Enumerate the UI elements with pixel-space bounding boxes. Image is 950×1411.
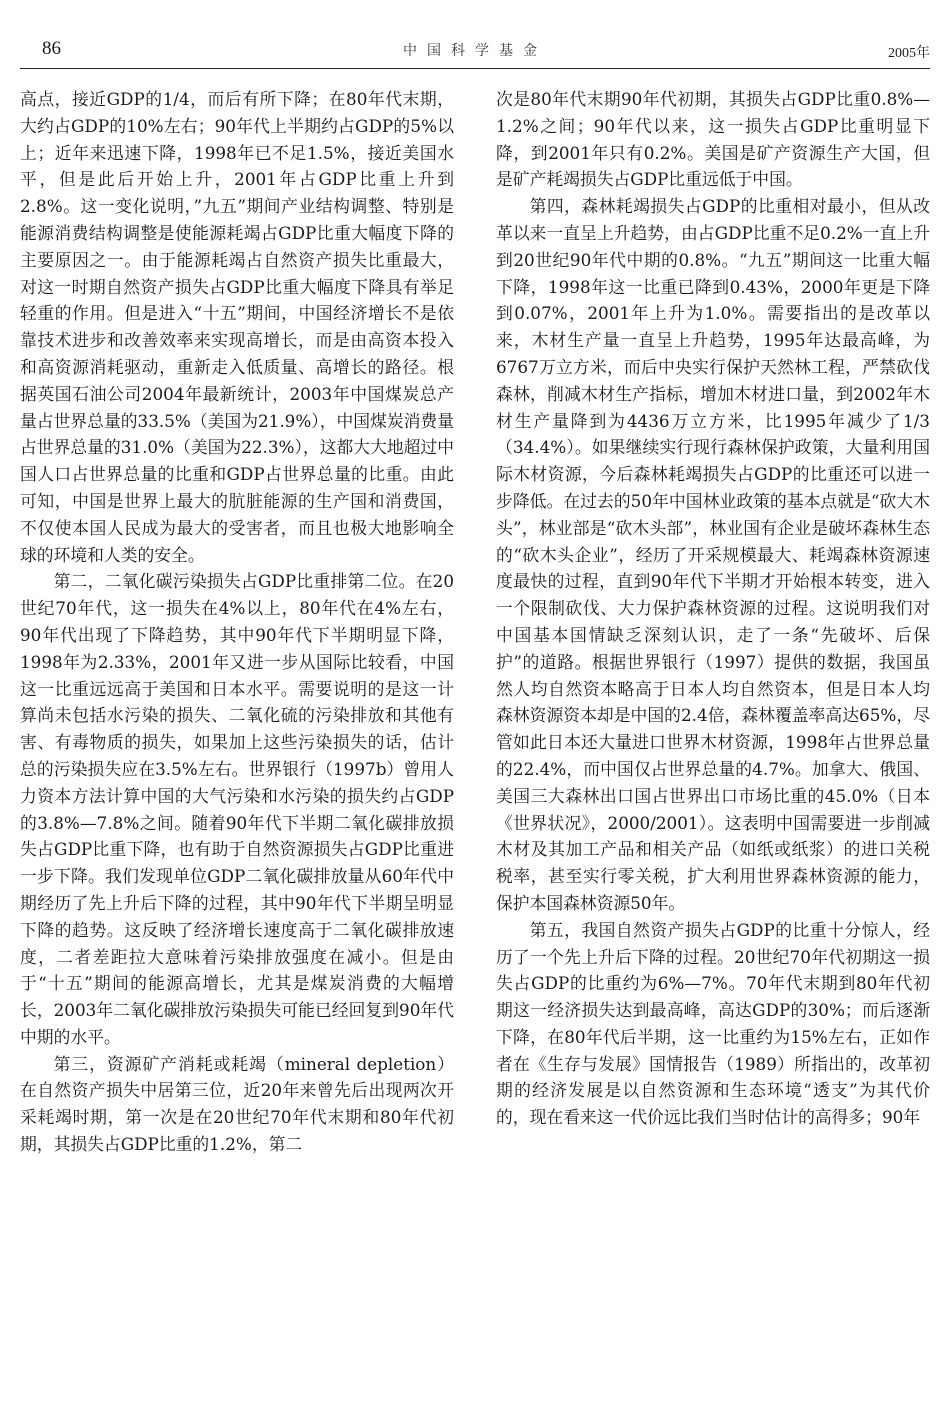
paragraph: 第五，我国自然资产损失占GDP的比重十分惊人，经历了一个先上升后下降的过程。20世纪70年代初期这一损失占GDP的比重约为6%—7%。70年代末期到80年代初期这一经济损失达到最高峰，高达GDP的30%；而后逐渐下降，在80年代后半期，这一比重约为15%左右，正如作者在《生存与发展》国情报告（1989）所指出的，改革初期的经济发展是以自然资源和生态环境“透支”为其代价的，现在看来这一代价远比我们当时估计的高得多；90年	[496, 919, 930, 1128]
paragraph: 第二，二氧化碳污染损失占GDP比重排第二位。在20世纪70年代，这一损失在4%以上，80年代在4%左右，90年代出现了下降趋势，其中90年代下半期明显下降，1998年为2.33%，2001年又进一步从国际比较看，中国这一比重远远高于美国和日本水平。需要说明的是这一计算尚未包括水污染的损失、二氧化硫的污染排放和其他有害、有毒物质的损失，如果加上这些污染损失的话，估计总的污染损失应在3.5%左右。世界银行（1997b）曾用人力资本方法计算中国的大气污染和水污染的损失约占GDP的3.8%—7.8%之间。随着90年代下半期二氧化碳排放损失占GDP比重下降，也有助于自然资源损失占GDP比重进一步下降。我们发现单位GDP二氧化碳排放量从60年代中期经历了先上升后下降的过程，其中90年代下半期呈明显下降的趋势。这反映了经济增长速度高于二氧化碳排放速度，二者差距拉大意味着污染排放强度在减小。但是由于“十五”期间的能源高增长，尤其是煤炭消费的大幅增长，2003年二氧化碳排放污染损失可能已经回复到90年代中期的水平。	[20, 571, 454, 1047]
paragraph: 高点，接近GDP的1/4，而后有所下降；在80年代末期，大约占GDP的10%左右；90年代上半期约占GDP的5%以上；近年来迅速下降，1998年已不足1.5%，接近美国水平，但是此后开始上升，2001年占GDP比重上升到2.8%。这一变化说明，”九五”期间产业结构调整、特别是能源消费结构调整是使能源耗竭占GDP比重大幅度下降的主要原因之一。由于能源耗竭占自然资产损失比重最大，对这一时期自然资产损失占GDP比重大幅度下降具有举足轻重的作用。但是进入“十五”期间，中国经济增长不是依靠技术进步和改善效率来实现高增长，而是由高资本投入和高资源消耗驱动，重新走入低质量、高增长的路径。根据英国石油公司2004年最新统计，2003年中国煤炭总产量占世界总量的33.5%（美国为21.9%），中国煤炭消费量占世界总量的31.0%（美国为22.3%），这都大大地超过中国人口占世界总量的比重和GDP占世界总量的比重。由此可知，中国是世界上最大的肮脏能源的生产国和消费国，不仅使本国人民成为最大的受害者，而且也极大地影响全球的环境和人类的安全。	[20, 89, 454, 565]
journal-title: 中国科学基金	[403, 43, 547, 59]
publication-year: 2005年	[888, 46, 930, 61]
left-column	[20, 86, 454, 1158]
paragraph: 次是80年代末期90年代初期，其损失占GDP比重0.8%—1.2%之间；90年代以来，这一损失占GDP比重明显下降，到2001年只有0.2%。美国是矿产资源生产大国，但是矿产耗竭损失占GDP比重远低于中国。	[496, 89, 930, 190]
page-header	[20, 34, 930, 69]
page-number: 86	[42, 38, 61, 59]
right-column	[496, 86, 930, 1131]
paragraph: 第四，森林耗竭损失占GDP的比重相对最小，但从改革以来一直呈上升趋势，由占GDP比重不足0.2%一直上升到20世纪90年代中期的0.8%。“九五”期间这一比重大幅下降，1998年这一比重已降到0.43%，2000年更是下降到0.07%，2001年上升为1.0%。需要指出的是改革以来，木材生产量一直呈上升趋势，1995年达最高峰，为6767万立方米，而后中央实行保护天然林工程，严禁砍伐森林，削减木材生产指标，增加木材进口量，到2002年木材生产量降到为4436万立方米，比1995年减少了1/3（34.4%）。如果继续实行现行森林保护政策，大量利用国际木材资源，今后森林耗竭损失占GDP的比重还可以进一步降低。在过去的50年中国林业政策的基本点就是“砍大木头”，林业部是“砍木头部”，林业国有企业是破坏森林生态的“砍木头企业”，经历了开采规模最大、耗竭森林资源速度最快的过程，直到90年代下半期才开始根本转变，进入一个限制砍伐、大力保护森林资源的过程。这说明我们对中国基本国情缺乏深刻认识，走了一条“先破坏、后保护”的道路。根据世界银行（1997）提供的数据，我国虽然人均自然资本略高于日本人均自然资本，但是日本人均森林资源资本却是中国的2.4倍，森林覆盖率高达65%，尽管如此日本还大量进口世界木材资源，1998年占世界总量的22.4%，而中国仅占世界总量的4.7%。加拿大、俄国、美国三大森林出口国占世界出口市场比重的45.0%（日本《世界状况》，2000/2001）。这表明中国需要进一步削减木材及其加工产品和相关产品（如纸或纸浆）的进口关税税率，甚至实行零关税，扩大利用世界森林资源的能力，保护本国森林资源50年。	[496, 196, 930, 913]
paragraph: 第三，资源矿产消耗或耗竭（mineral depletion）在自然资产损失中居第三位，近20年来曾先后出现两次开采耗竭时期，第一次是在20世纪70年代末期和80年代初期，其损失占GDP比重的1.2%，第二	[20, 1053, 454, 1155]
